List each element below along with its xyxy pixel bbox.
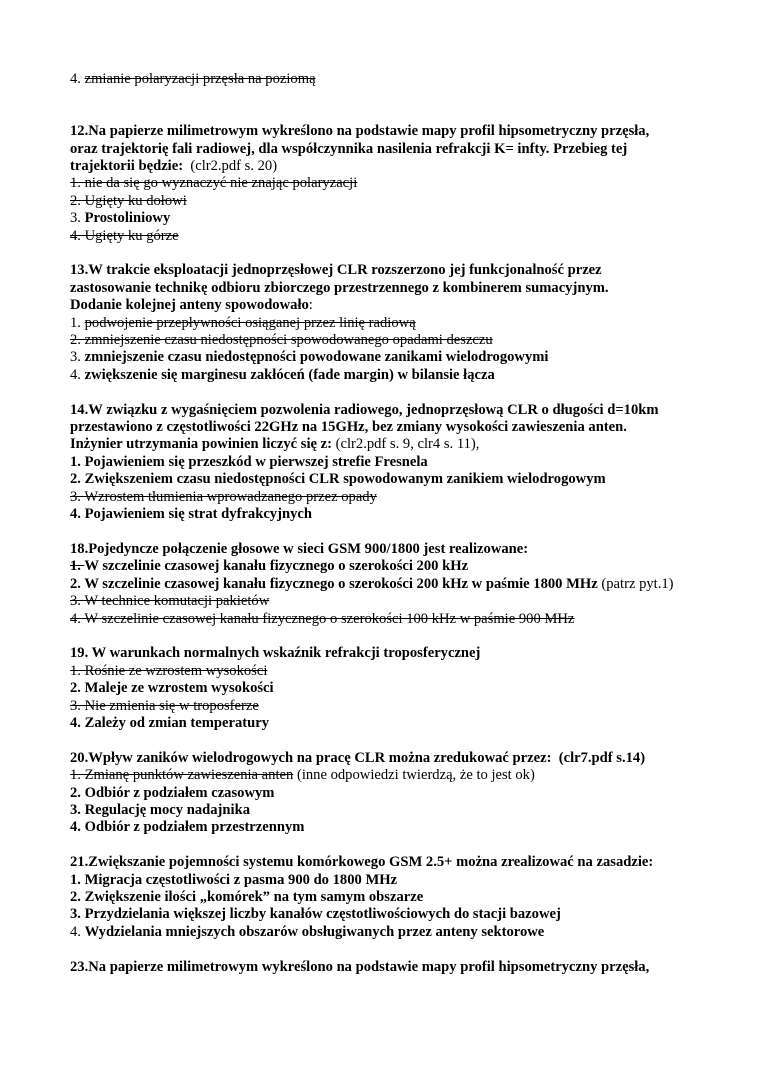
answer-option: 3. W technice komutacji pakietów (70, 593, 270, 610)
answer-option: 3. Przydzielania większej liczby kanałów częstotliwościowych do stacji bazowej (70, 906, 561, 923)
answer-option: 3. Wzrostem tłumienia wprowadzanego przez opady (70, 488, 377, 505)
document-page (70, 71, 700, 976)
question-text: Inżynier utrzymania powinien liczyć się z: (clr2.pdf s. 9, clr4 s. 11), (70, 436, 480, 453)
answer-option: 1. Zmianę punktów zawieszenia anten (inne odpowiedzi twierdzą, że to jest ok) (70, 767, 535, 784)
struck-answer-text: zmianie polaryzacji przęsła na poziomą (84, 71, 316, 87)
question-text: oraz trajektorię fali radiowej, dla współczynnika nasilenia refrakcji K= infty. Przebieg tej (70, 140, 628, 157)
answer-option: 4. zwiększenie się marginesu zakłóceń (fade margin) w bilansie łącza (70, 366, 495, 383)
answer-option: 2. Ugięty ku dołowi (70, 192, 187, 209)
question-text: Dodanie kolejnej anteny spowodowało: (70, 297, 313, 314)
answer-option: 1. Pojawieniem się przeszkód w pierwszej strefie Fresnela (70, 453, 428, 470)
answer-option: 3. Nie zmienia się w troposferze (70, 697, 259, 714)
answer-option: 1. podwojenie przepływności osiąganej przez linię radiową (70, 314, 416, 331)
question-text: 19. W warunkach normalnych wskaźnik refrakcji troposferycznej (70, 645, 481, 662)
answer-option: 2. Zwiększeniem czasu niedostępności CLR spowodowanym zanikiem wielodrogowym (70, 471, 606, 488)
answer-option: 1. nie da się go wyznaczyć nie znając polaryzacji (70, 175, 358, 192)
question-18 (70, 541, 700, 628)
answer-option: 1. Migracja częstotliwości z pasma 900 do 1800 MHz (70, 871, 398, 888)
answer-option: 3. zmniejszenie czasu niedostępności powodowane zanikami wielodrogowymi (70, 349, 549, 366)
answer-option: 1. Rośnie ze wzrostem wysokości (70, 662, 268, 679)
question-12 (70, 123, 700, 245)
question-19 (70, 645, 700, 732)
answer-option: 3. Regulację mocy nadajnika (70, 801, 250, 818)
question-text: 20.Wpływ zaników wielodrogowych na pracę CLR można zredukować przez: (clr7.pdf s.14) (70, 749, 646, 766)
answer-option: 2. Odbiór z podziałem czasowym (70, 784, 275, 801)
question-text: 23.Na papierze milimetrowym wykreślono na podstawie mapy profil hipsometryczny przęsła, (70, 958, 650, 975)
question-13 (70, 262, 700, 384)
question-text: zastosowanie technikę odbioru zbiorczego przestrzennego z kombinerem sumacyjnym. (70, 279, 609, 296)
question-text: 13.W trakcie eksploatacji jednoprzęsłowej CLR rozszerzono jej funkcjonalność przez (70, 262, 602, 279)
question-20 (70, 750, 700, 837)
answer-option: 2. W szczelinie czasowej kanału fizycznego o szerokości 200 kHz w paśmie 1800 MHz (patrz pyt.1) (70, 575, 674, 592)
answer-note: (inne odpowiedzi twierdzą, że to jest ok) (296, 767, 535, 784)
question-text: przestawiono z częstotliwości 22GHz na 15GHz, bez zmiany wysokości zawieszenia anten. (70, 419, 627, 436)
question-21 (70, 854, 700, 941)
answer-option: 2. Maleje ze wzrostem wysokości (70, 680, 274, 697)
question-text: 21.Zwiększanie pojemności systemu komórkowego GSM 2.5+ można zrealizować na zasadzie: (70, 854, 654, 871)
question-text: 18.Pojedyncze połączenie głosowe w sieci GSM 900/1800 jest realizowane: (70, 540, 529, 557)
answer-option: 4. Ugięty ku górze (70, 227, 179, 244)
question-text: trajektorii będzie: (clr2.pdf s. 20) (70, 158, 278, 174)
source-reference: (clr2.pdf s. 20) (190, 158, 278, 174)
answer-option: 2. Zwiększenie ilości „komórek” na tym samym obszarze (70, 888, 424, 905)
answer-option: 4. Zależy od zmian temperatury (70, 714, 270, 731)
question-text: 12.Na papierze milimetrowym wykreślono na podstawie mapy profil hipsometryczny przęsła, (70, 123, 650, 140)
question-23 (70, 959, 700, 976)
answer-option: 4. Odbiór z podziałem przestrzennym (70, 819, 305, 836)
answer-option: 2. zmniejszenie czasu niedostępności spowodowanego opadami deszczu (70, 332, 493, 349)
source-reference: (patrz pyt.1) (601, 575, 674, 592)
answer-option: 3. Prostoliniowy (70, 210, 171, 227)
answer-option: 4. W szczelinie czasowej kanału fizycznego o szerokości 100 kHz w paśmie 900 MHz (70, 610, 575, 627)
answer-option: 4. Wydzielania mniejszych obszarów obsługiwanych przez anteny sektorowe (70, 923, 545, 940)
question-text: 14.W związku z wygaśnięciem pozwolenia radiowego, jednoprzęsłową CLR o długości d=10km (70, 401, 659, 418)
source-reference: (clr7.pdf s.14) (558, 749, 646, 766)
answer-item: 4. zmianie polaryzacji przęsła na poziomą (70, 71, 316, 87)
question-14 (70, 402, 700, 524)
answer-option: 1. W szczelinie czasowej kanału fizycznego o szerokości 200 kHz (70, 558, 469, 575)
answer-option: 4. Pojawieniem się strat dyfrakcyjnych (70, 506, 312, 523)
source-reference: (clr2.pdf s. 9, clr4 s. 11), (335, 436, 480, 453)
